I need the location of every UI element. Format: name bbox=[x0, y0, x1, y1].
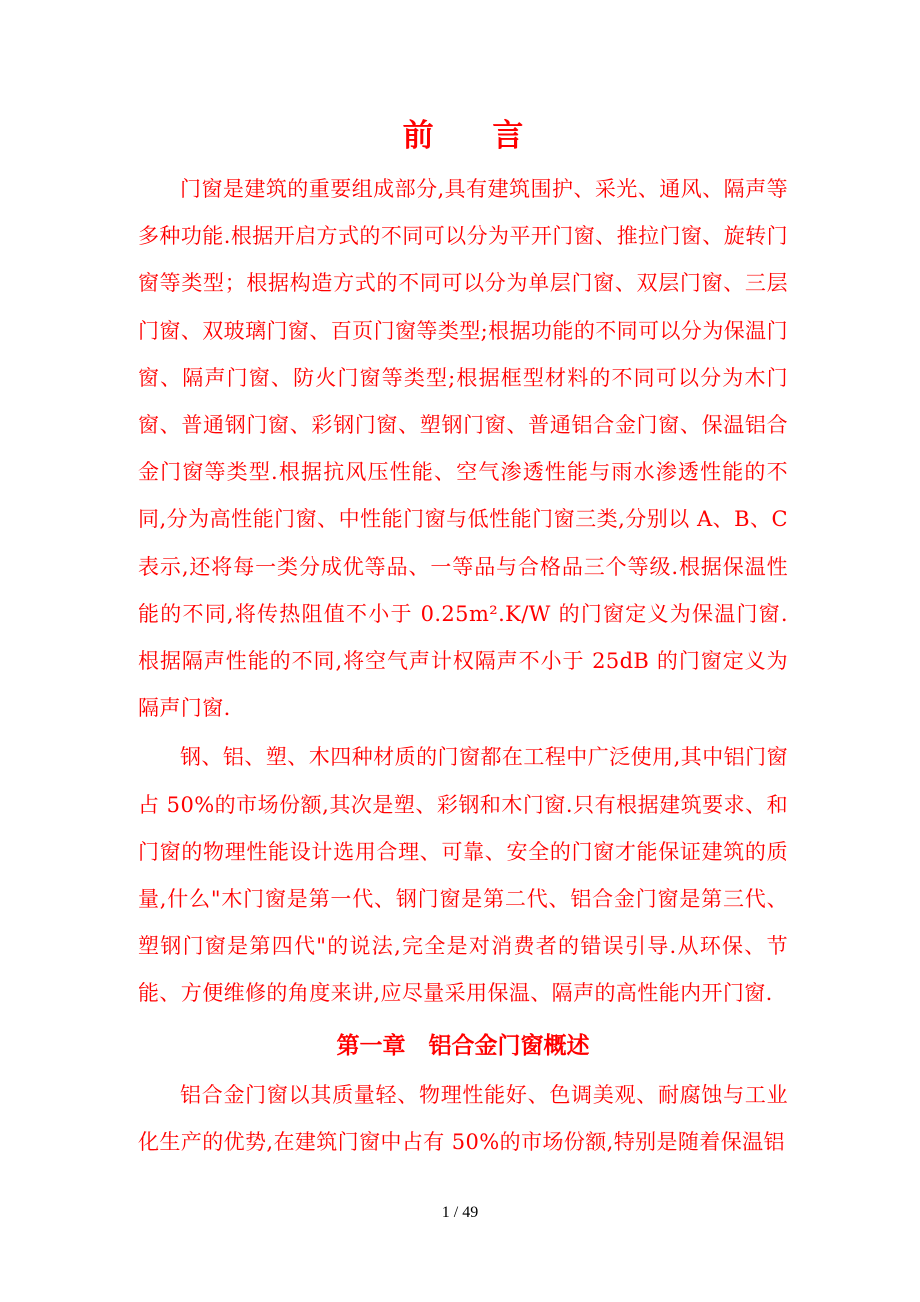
document-body bbox=[138, 112, 788, 1166]
chapter-heading: 第一章 铝合金门窗概述 bbox=[336, 1031, 590, 1059]
chapter-paragraph: 铝合金门窗以其质量轻、物理性能好、色调美观、耐腐蚀与工业化生产的优势,在建筑门窗中占有 50%的市场份额,特别是随着保温铝 bbox=[138, 1082, 788, 1154]
preface-paragraph-1: 门窗是建筑的重要组成部分,具有建筑围护、采光、通风、隔声等多种功能.根据开启方式的不同可以分为平开门窗、推拉门窗、旋转门窗等类型；根据构造方式的不同可以分为单层门窗、双层门窗、三层门窗、双玻璃门窗、百页门窗等类型;根据功能的不同可以分为保温门窗、隔声门窗、防火门窗等类型;根据框型材料的不同可以分为木门窗、普通钢门窗、彩钢门窗、塑钢门窗、普通铝合金门窗、保温铝合金门窗等类型.根据抗风压性能、空气渗透性能与雨水渗透性能的不同,分为高性能门窗、中性能门窗与低性能门窗三类,分别以 A、B、C 表示,还将每一类分成优等品、一等品与合格品三个等级.根据保温性能的不同,将传热阻值不小于 0.25m².K/W 的门窗定义为保温门窗.根据隔声性能的不同,将空气声计权隔声不小于 25dB 的门窗定义为隔声门窗. bbox=[138, 177, 788, 721]
preface-paragraph-2: 钢、铝、塑、木四种材质的门窗都在工程中广泛使用,其中铝门窗占 50%的市场份额,其次是塑、彩钢和木门窗.只有根据建筑要求、和门窗的物理性能设计选用合理、可靠、安全的门窗才能保证建筑的质量,什么"木门窗是第一代、钢门窗是第二代、铝合金门窗是第三代、塑钢门窗是第四代"的说法,完全是对消费者的错误引导.从环保、节能、方便维修的角度来讲,应尽量采用保温、隔声的高性能内开门窗. bbox=[138, 745, 788, 1006]
page-title: 前 言 bbox=[402, 118, 548, 154]
page-number: 1 / 49 bbox=[441, 1204, 479, 1221]
